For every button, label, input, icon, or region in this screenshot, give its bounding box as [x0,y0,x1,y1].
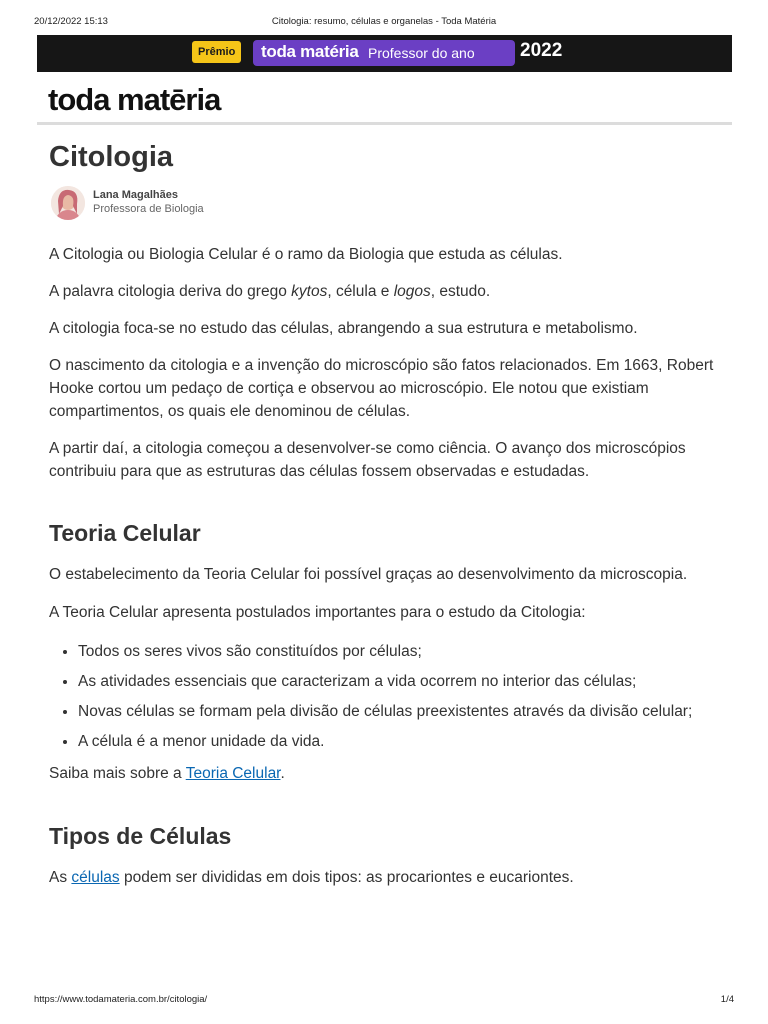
print-date: 20/12/2022 15:13 [34,16,108,27]
postulates-list [49,640,729,753]
paragraph: A citologia foca-se no estudo das células, abrangendo a sua estrutura e metabolismo. [49,320,638,337]
section-heading: Teoria Celular [49,520,201,546]
paragraph-text: , estudo. [430,283,491,300]
celulas-link[interactable]: células [71,869,120,886]
page-number: 1/4 [720,994,734,1005]
paragraph: A partir daí, a citologia começou a desenvolver-se como ciência. O avanço dos microscópios contribuiu para que as estruturas das células fossem observadas e estudadas. [49,440,686,480]
paragraph-text: A palavra citologia deriva do grego [49,283,292,300]
banner-year: 2022 [520,40,563,61]
section-heading: Tipos de Células [49,823,232,849]
paragraph: A Teoria Celular apresenta postulados importantes para o estudo da Citologia: [49,604,586,621]
banner-subtitle: Professor do ano [368,45,475,61]
list-item: • Novas células se formam pela divisão de células preexistentes através da divisão celular; [78,700,729,723]
paragraph: O estabelecimento da Teoria Celular foi possível graças ao desenvolvimento da microscopia. [49,566,688,583]
page-title: Citologia [49,141,174,173]
paragraph-text: podem ser divididas em dois tipos: as procariontes e eucariontes. [119,869,574,886]
greek-term: logos [393,283,431,300]
greek-term: kytos [291,283,328,300]
award-banner[interactable] [37,35,732,72]
author-block [49,186,729,224]
list-item: • A célula é a menor unidade da vida. [78,730,729,753]
teoria-celular-link[interactable]: Teoria Celular [185,765,281,782]
article [49,136,729,889]
paragraph: A Citologia ou Biologia Celular é o ramo da Biologia que estuda as células. [49,246,563,263]
author-role: Professora de Biologia [93,203,204,215]
print-page-title: Citologia: resumo, células e organelas - Toda Matéria [271,16,497,27]
banner-brand-pill [253,40,515,66]
paragraph [49,866,729,889]
list-item: • As atividades essenciais que caracterizam a vida ocorrem no interior das células; [78,670,729,693]
site-logo[interactable]: toda matēria [48,82,221,117]
banner-brand: toda matéria [261,42,359,61]
paragraph [49,280,729,303]
print-header [34,16,734,30]
paragraph-text: , célula e [327,283,394,300]
print-url: https://www.todamateria.com.br/citologia/ [34,994,208,1005]
list-item: • Todos os seres vivos são constituídos por células; [78,640,729,663]
paragraph [49,762,729,785]
header-divider [37,122,732,125]
author-name[interactable]: Lana Magalhães [93,189,178,201]
paragraph: O nascimento da citologia e a invenção do microscópio são fatos relacionados. Em 1663, Robert Hooke cortou um pedaço de cortiça e observou ao microscópio. Ele notou que existiam compartimentos, os quais ele denominou de células. [49,357,714,420]
paragraph-text: . [280,765,285,782]
banner-premio-badge: Prêmio [192,41,241,63]
paragraph-text: As [49,869,72,886]
paragraph-text: Saiba mais sobre a [49,765,186,782]
print-footer [34,994,734,1008]
avatar[interactable] [51,186,85,220]
